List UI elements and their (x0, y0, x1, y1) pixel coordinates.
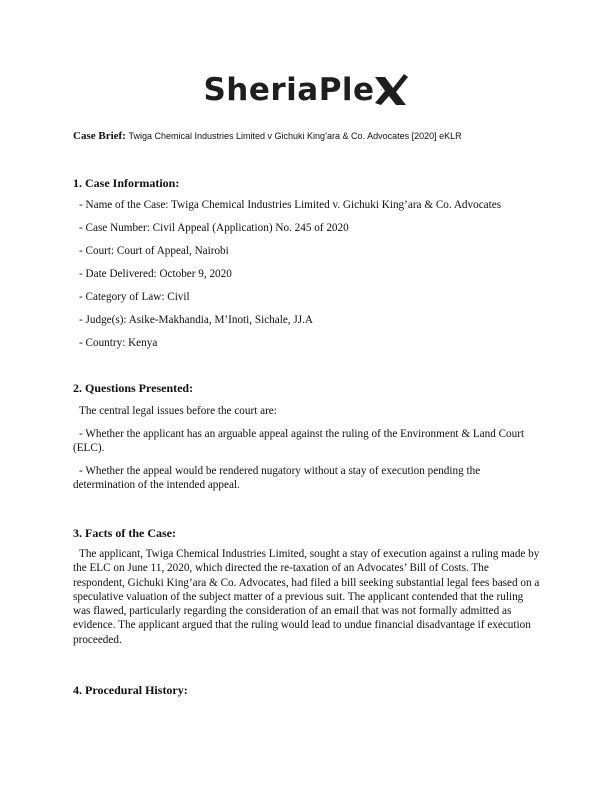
case-info-item: - Category of Law: Civil (79, 291, 190, 303)
questions-intro: The central legal issues before the court are: (79, 405, 277, 417)
case-info-item: - Judge(s): Asike-Makhandia, M’Inoti, Sichale, JJ.A (79, 314, 313, 326)
case-brief-title: Twiga Chemical Industries Limited v Gichuki King’ara & Co. Advocates [2020] eKLR (128, 131, 462, 141)
case-info-item: - Country: Kenya (79, 337, 158, 349)
case-info-item: - Date Delivered: October 9, 2020 (79, 268, 232, 280)
facts-paragraph: The applicant, Twiga Chemical Industries Limited, sought a stay of execution against a ruling made by the ELC on June 11, 2020, which directed the re-taxation of an Advocates’ Bill of Costs. The respondent, Gichuki King’ara & Co. Advocates, had filed a bill seeking substantial legal fees based on a speculative valuation of the subject matter of a previous suit. The applicant contended that the ruling was flawed, particularly regarding the consideration of an email that was not formally admitted as evidence. The applicant argued that the ruling would lead to undue financial disadvantage if execution proceeded. (73, 548, 540, 646)
sheriaplex-logo (0, 72, 612, 108)
case-info-item: - Case Number: Civil Appeal (Application) No. 245 of 2020 (79, 222, 349, 234)
question-item: - Whether the appeal would be rendered nugatory without a stay of execution pending the determination of the intended appeal. (73, 465, 481, 492)
section-heading-case-information: 1. Case Information: (73, 176, 180, 190)
logo-x-mark-icon (373, 73, 409, 107)
section-heading-questions-presented: 2. Questions Presented: (73, 381, 194, 395)
question-item: - Whether the applicant has an arguable appeal against the ruling of the Environment & Land Court (ELC). (73, 428, 525, 455)
case-brief-line (73, 130, 462, 142)
section-heading-procedural-history: 4. Procedural History: (73, 683, 188, 697)
case-brief-label: Case Brief: (73, 130, 126, 142)
case-info-item: - Name of the Case: Twiga Chemical Industries Limited v. Gichuki King’ara & Co. Advocates (79, 199, 502, 211)
logo-text: SheriaPle (203, 72, 375, 108)
section-heading-facts: 3. Facts of the Case: (73, 526, 176, 540)
case-info-item: - Court: Court of Appeal, Nairobi (79, 245, 229, 257)
